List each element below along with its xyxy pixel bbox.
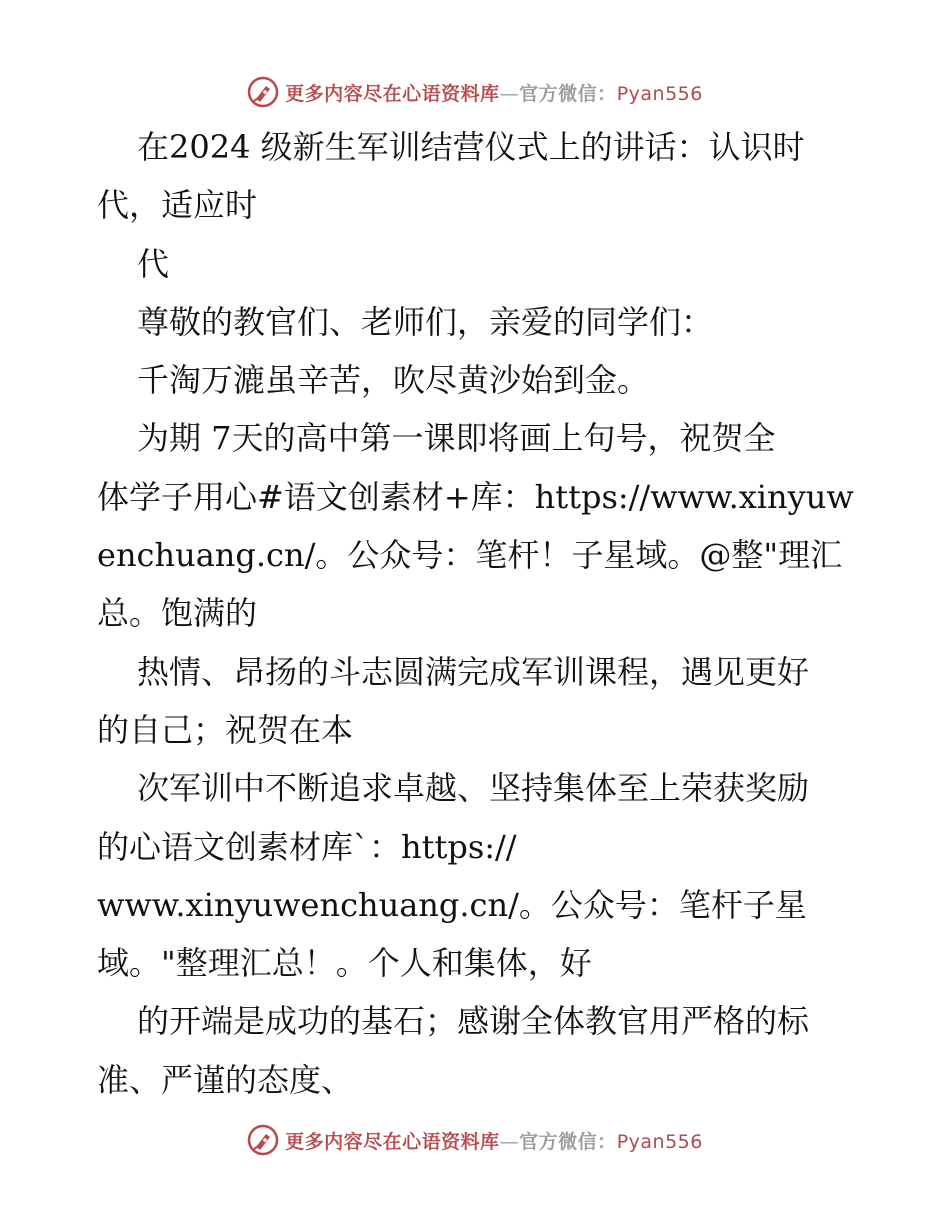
banner-separator: — bbox=[499, 82, 520, 105]
title-line-2: 代，适应时 bbox=[97, 186, 258, 225]
salutation-line: 尊敬的教官们、老师们，亲爱的同学们： bbox=[137, 302, 714, 341]
paragraph-line: 准、严谨的态度、 bbox=[97, 1060, 354, 1099]
header-banner bbox=[0, 72, 950, 112]
paragraph-line: 域。"整理汇总！。个人和集体，好 bbox=[97, 944, 592, 983]
paragraph-line: 体学子用心#语文创素材+库：https://www.xinyuw bbox=[97, 477, 854, 516]
paragraph-line: 热情、昂扬的斗志圆满完成军训课程，遇见更好 bbox=[137, 652, 810, 691]
document-body bbox=[97, 118, 857, 1109]
title-line-1: 在2024 级新生军训结营仪式上的讲话：认识时 bbox=[137, 128, 805, 166]
paragraph-line: www.xinyuwenchuang.cn/。公众号：笔杆子星 bbox=[97, 885, 807, 924]
paragraph-line: 的开端是成功的基石；感谢全体教官用严格的标 bbox=[137, 1002, 810, 1041]
paragraph-line: 总。饱满的 bbox=[97, 594, 258, 633]
paragraph-line: 的心语文创素材库`：https:// bbox=[97, 827, 517, 866]
banner-wechat-label: 官方微信： bbox=[519, 82, 617, 105]
footer-banner-text bbox=[285, 1127, 703, 1154]
paragraph-line: 次军训中不断追求卓越、坚持集体至上荣获奖励 bbox=[137, 769, 810, 808]
banner-separator: — bbox=[499, 1130, 520, 1153]
banner-main-text: 更多内容尽在心语资料库 bbox=[285, 1130, 500, 1153]
banner-main-text: 更多内容尽在心语资料库 bbox=[285, 82, 500, 105]
footer-banner bbox=[0, 1120, 950, 1160]
pen-nib-logo-icon bbox=[247, 1124, 279, 1156]
header-banner-text bbox=[285, 79, 703, 106]
paragraph-line: 的自己；祝贺在本 bbox=[97, 710, 354, 749]
title-line-3: 代 bbox=[137, 244, 170, 283]
paragraph-line: 为期 7天的高中第一课即将画上句号，祝贺全 bbox=[137, 419, 776, 458]
banner-wechat-id: Pyan556 bbox=[616, 1130, 703, 1153]
paragraph-line: 千淘万漉虽辛苦，吹尽黄沙始到金。 bbox=[137, 361, 650, 400]
pen-nib-logo-icon bbox=[247, 76, 279, 108]
banner-wechat-label: 官方微信： bbox=[519, 1130, 617, 1153]
banner-wechat-id: Pyan556 bbox=[616, 82, 703, 105]
paragraph-line: enchuang.cn/。公众号：笔杆！子星域。@整"理汇 bbox=[97, 536, 843, 575]
